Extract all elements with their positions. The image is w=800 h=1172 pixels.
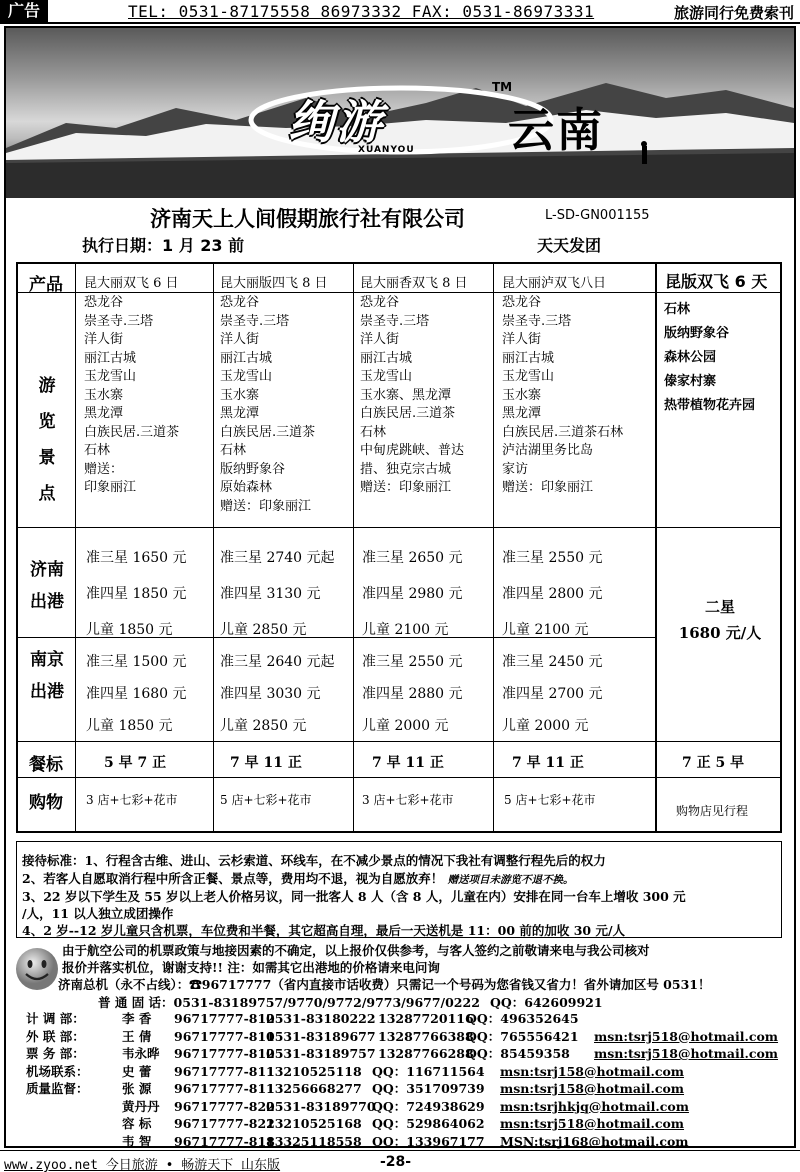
general-phone: 普 通 固 话：0531-83189757/9770/9772/9773/9677/0222 [98,995,480,1010]
company-name: 济南天上人间假期旅行社有限公司 [150,207,465,231]
nanjing-prices-2: 准三星 2640 元起 准四星 3030 元 儿童 2850 元 [220,654,335,734]
shopping-4: 5 店+七彩+花市 [504,793,596,807]
contact-numbers: TEL: 0531-87175558 86973332 FAX: 0531-86973331 [128,2,595,21]
shopping-label: 购物 [29,793,63,813]
logo-tm: TM [492,80,513,94]
note-5: 由于航空公司的机票政策与地接因素的不确定，以上报价仅供参考，与客人签约之前敬请来电与我公司核对 [62,943,650,958]
contact-qq-b: QQ：116711564 QQ：351709739 QQ：724938629 QQ：529864062 QQ：133967177 [372,1063,485,1149]
spots-col-2: 恐龙谷 崇圣寺.三塔 洋人街 丽江古城 玉龙雪山 玉水寨 黑龙潭 白族民居.三道茶 石林 版纳野象谷 原始森林 赠送：印象丽江 [220,295,316,514]
shopping-3: 3 店+七彩+花市 [362,793,454,807]
note-4: 4、2 岁--12 岁儿童只含机票，车位费和半餐，其它超高自理，最后一天送机是 11：00 前的加收 30 元/人 [22,923,626,938]
contact-msn-a[interactable]: msn:tsrj518@hotmail.com msn:tsrj518@hotmail.com [594,1028,779,1061]
spots-col-5: 石林 版纳野象谷 森林公园 傣家村寨 热带植物花卉园 [664,302,756,413]
free-index-text: 旅游同行免费索刊 [673,4,794,22]
shopping-5: 购物店见行程 [676,804,749,818]
note-2: 2、若客人自愿取消行程中所含正餐、景点等，费用均不退，视为自愿放弃！ 赠送项目未游览不退不换。 [22,871,574,886]
product-5: 昆版双飞 6 天 [665,272,768,291]
meal-5: 7 正 5 早 [682,755,745,771]
jinan-departure-label: 济南 出港 [30,560,64,612]
site-footer[interactable]: www.zyoo.net 今日旅游 • 畅游天下 山东版 [4,1158,281,1172]
spots-col-3: 恐龙谷 崇圣寺.三塔 洋人街 丽江古城 玉龙雪山 玉水寨、黑龙潭 白族民居.三道茶 石林 中甸虎跳峡、普达 措、独克宗古城 赠送：印象丽江 [360,295,465,495]
note-7: 济南总机（永不占线）：☎96717777（省内直接市话收费）只需记一个号码为您省钱又省力！省外请加区号 0531！ [58,977,711,992]
jinan-prices-1: 准三星 1650 元 准四星 1850 元 儿童 1850 元 [86,550,187,638]
note-3b: /人，11 以人独立成团操作 [22,906,174,921]
spots-col-1: 恐龙谷 崇圣寺.三塔 洋人街 丽江古城 玉龙雪山 玉水寨 黑龙潭 白族民居.三道茶 石林 赠送： 印象丽江 [84,295,180,495]
bottom-bar [0,1150,800,1172]
contact-msn-b[interactable]: msn:tsrj158@hotmail.com msn:tsrj158@hotmail.com msn:tsrjhkjq@hotmail.com msn:tsrj518@hotmail.com MSN:tsrj168@hotmail.com [500,1063,689,1149]
contact-qq-a: QQ：496352645 QQ：765556421 QQ：85459358 [466,1011,579,1061]
contact-mobile: 13287720116 13287766388 13287766288 [378,1011,474,1061]
product-4: 昆大丽泸双飞八日 [502,276,607,291]
meal-3: 7 早 11 正 [372,755,444,771]
top-bar [0,0,800,24]
banner-image [6,28,794,198]
ad-label: 广告 [0,0,48,22]
meal-1: 5 早 7 正 [104,755,167,771]
shopping-2: 5 店+七彩+花市 [220,793,312,807]
logo-script: 绚游 [288,95,384,149]
meal-4: 7 早 11 正 [512,755,584,771]
nanjing-prices-1: 准三星 1500 元 准四星 1680 元 儿童 1850 元 [86,654,187,734]
contact-tel1: 96717777-812 96717777-811 96717777-812 96717777-811 96717777-811 96717777-822 96717777-822 96717777-818 [174,1011,275,1149]
nanjing-prices-3: 准三星 2550 元 准四星 2880 元 儿童 2000 元 [362,654,463,734]
general-qq: QQ：642609921 [490,995,603,1010]
departure-frequency: 天天发团 [537,236,602,255]
smiley-icon [14,946,60,992]
meal-label: 餐标 [29,755,63,775]
nanjing-prices-4: 准三星 2450 元 准四星 2700 元 儿童 2000 元 [502,654,603,734]
page-number: -28- [380,1154,412,1170]
meal-2: 7 早 11 正 [230,755,302,771]
spots-col-4: 恐龙谷 崇圣寺.三塔 洋人街 丽江古城 玉龙雪山 玉水寨 黑龙潭 白族民居.三道茶石林 泸沽湖里务比岛 家访 赠送：印象丽江 [502,295,624,495]
contact-names: 李 香 王 倩 韦永晔 史 蕾 张 源 黄丹丹 容 标 韦 智 [122,1011,160,1149]
contact-tel2: 0531-83180222 0531-83189677 0531-83189757 13210525118 13256668277 0531-83189770 13210525168 13325118558 [266,1011,376,1149]
note-6: 报价并落实机位，谢谢支持!! 注：如需其它出港地的价格请来电问询 [62,960,440,975]
product-3: 昆大丽香双飞 8 日 [360,276,468,291]
jinan-prices-2: 准三星 2740 元起 准四星 3130 元 儿童 2850 元 [220,550,335,638]
jinan-prices-4: 准三星 2550 元 准四星 2800 元 儿童 2100 元 [502,550,603,638]
note-1: 接待标准：1、行程含古维、进山、云杉索道、环线车，在不减少景点的情况下我社有调整行程先后的权力 [22,853,606,868]
spots-label: 游 览 景 点 [38,376,56,504]
license-number: L-SD-GN001155 [545,208,650,223]
product-1: 昆大丽双飞 6 日 [84,276,179,291]
jinan-prices-3: 准三星 2650 元 准四星 2980 元 儿童 2100 元 [362,550,463,638]
execution-date: 执行日期：1 月 23 前 [82,236,245,255]
product-label: 产品 [29,275,63,295]
logo-subtitle: XUANYOU [358,145,415,155]
product-2: 昆大丽版四飞 8 日 [220,276,328,291]
last-col-price: 二星 1680 元/人 [678,598,762,642]
contact-depts: 计 调 部： 外 联 部： 票 务 部： 机场联系： 质量监督： [26,1011,89,1096]
note-3: 3、22 岁以下学生及 55 岁以上老人价格另议，同一批客人 8 人（含 8 人，儿童在内）安排在同一台车上增收 300 元 [22,889,686,904]
shopping-1: 3 店+七彩+花市 [86,793,178,807]
logo-place: 云南 [508,103,604,157]
mountain-landscape [6,28,794,198]
nanjing-departure-label: 南京 出港 [30,650,64,702]
